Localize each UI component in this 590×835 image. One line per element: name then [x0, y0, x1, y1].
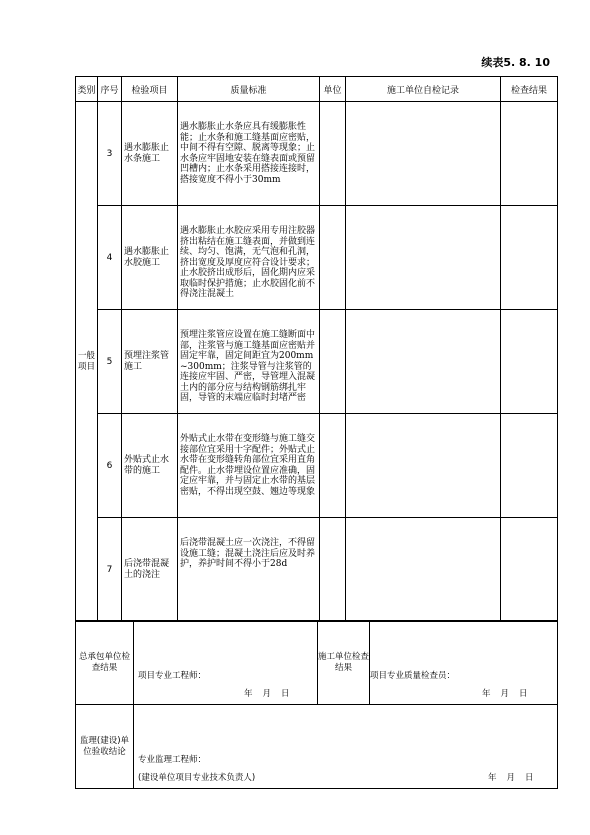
header-standard: 质量标准: [178, 77, 320, 102]
header-unit: 单位: [320, 77, 346, 102]
construction-date: [482, 687, 538, 699]
row-index: 6: [98, 414, 122, 518]
construction-label: 施工单位检查结果: [318, 621, 370, 705]
table-row: [76, 206, 558, 310]
construction-sign-cell[interactable]: [370, 621, 558, 705]
header-category: 类别: [76, 77, 98, 102]
date-year: 年: [482, 689, 491, 699]
contractor-engineer-label: 项目专业工程师：: [138, 671, 207, 681]
row-self-check[interactable]: [346, 102, 501, 206]
row-result[interactable]: [501, 518, 558, 622]
row-item: 外贴式止水带的施工: [122, 414, 178, 518]
row-self-check[interactable]: [346, 414, 501, 518]
supervisor-label: 监理(建设)单位验收结论: [76, 705, 134, 789]
table-number: 续表5. 8. 10: [481, 56, 550, 69]
row-unit[interactable]: [320, 518, 346, 622]
row-unit[interactable]: [320, 102, 346, 206]
row-standard: [178, 518, 320, 622]
supervisor-sign-row: [76, 705, 558, 789]
row-item: 后浇带混凝土的浇注: [122, 518, 178, 622]
date-year: 年: [244, 689, 253, 699]
date-month: 月: [500, 689, 510, 699]
table-row: [76, 102, 558, 206]
category-cell: 一般项目: [76, 102, 98, 622]
header-index: 序号: [98, 77, 122, 102]
construction-inspector-label: 项目专业质量检查员：: [370, 671, 456, 681]
row-index: 3: [98, 102, 122, 206]
header-item: 检验项目: [122, 77, 178, 102]
row-unit[interactable]: [320, 206, 346, 310]
supervisor-engineer-label: 专业监理工程师：: [138, 755, 207, 765]
date-day: 日: [281, 689, 290, 699]
row-index: 7: [98, 518, 122, 622]
supervisor-sign-cell[interactable]: [134, 705, 558, 789]
contractor-sign-row: [76, 621, 558, 705]
row-unit[interactable]: [320, 310, 346, 414]
row-standard-text: 预埋注浆管应设置在施工缝断面中部，注浆管与施工缝基面应密贴并固定牢靠，固定间距宜为200mm~300mm；注浆导管与注浆管的连接应牢固、严密，导管埋入混凝土内的部分应与结构钢筋绑扎牢固，导管的末端应临时封堵严密: [180, 330, 316, 403]
row-item: 遇水膨胀止水胶施工: [122, 206, 178, 310]
supervisor-date: [488, 771, 544, 783]
row-standard: [178, 310, 320, 414]
row-index: 5: [98, 310, 122, 414]
header-self-check: 施工单位自检记录: [346, 77, 501, 102]
contractor-sign-cell[interactable]: [134, 621, 318, 705]
contractor-date: [244, 687, 300, 699]
row-index: 4: [98, 206, 122, 310]
row-standard: [178, 414, 320, 518]
row-item: 预埋注浆管施工: [122, 310, 178, 414]
date-month: 月: [506, 773, 516, 783]
row-standard-text: 遇水膨胀止水胶应采用专用注胶器挤出粘结在施工缝表面，并做到连续、均匀、饱满，无气泡和孔洞，挤出宽度及厚度应符合设计要求；止水胶挤出成形后，固化期内应采取临时保护措施；止水胶固化前不得浇注混凝土: [180, 226, 316, 299]
date-year: 年: [488, 773, 497, 783]
row-unit[interactable]: [320, 414, 346, 518]
owner-rep-label: (建设单位项目专业技术负责人): [138, 773, 256, 783]
table-row: [76, 414, 558, 518]
row-standard-text: 后浇带混凝土应一次浇注，不得留设施工缝；混凝土浇注后应及时养护，养护时间不得小于28d: [180, 538, 316, 569]
table-row: [76, 518, 558, 622]
row-result[interactable]: [501, 414, 558, 518]
row-standard: [178, 102, 320, 206]
date-day: 日: [525, 773, 534, 783]
header-row: [76, 77, 558, 102]
date-day: 日: [519, 689, 528, 699]
row-self-check[interactable]: [346, 206, 501, 310]
table-row: [76, 310, 558, 414]
date-month: 月: [262, 689, 272, 699]
row-standard-text: 外贴式止水带在变形缝与施工缝交接部位宜采用十字配件；外贴式止水带在变形缝转角部位宜采用直角配件。止水带埋设位置应准确，固定应牢靠，并与固定止水带的基层密贴，不得出现空鼓、翘边等现象: [180, 434, 316, 497]
row-result[interactable]: [501, 310, 558, 414]
row-standard: [178, 206, 320, 310]
row-result[interactable]: [501, 102, 558, 206]
inspection-table: [75, 76, 558, 622]
row-self-check[interactable]: [346, 518, 501, 622]
signature-table: [75, 620, 558, 789]
row-self-check[interactable]: [346, 310, 501, 414]
row-standard-text: 遇水膨胀止水条应具有缓膨胀性能；止水条和施工缝基面应密贴，中间不得有空隙、脱离等现象；止水条应牢固地安装在缝表面或预留凹槽内；止水条采用搭接连接时，搭接宽度不得小于30mm: [180, 122, 316, 185]
header-result: 检查结果: [501, 77, 558, 102]
row-result[interactable]: [501, 206, 558, 310]
contractor-label: 总承包单位检查结果: [76, 621, 134, 705]
row-item: 遇水膨胀止水条施工: [122, 102, 178, 206]
